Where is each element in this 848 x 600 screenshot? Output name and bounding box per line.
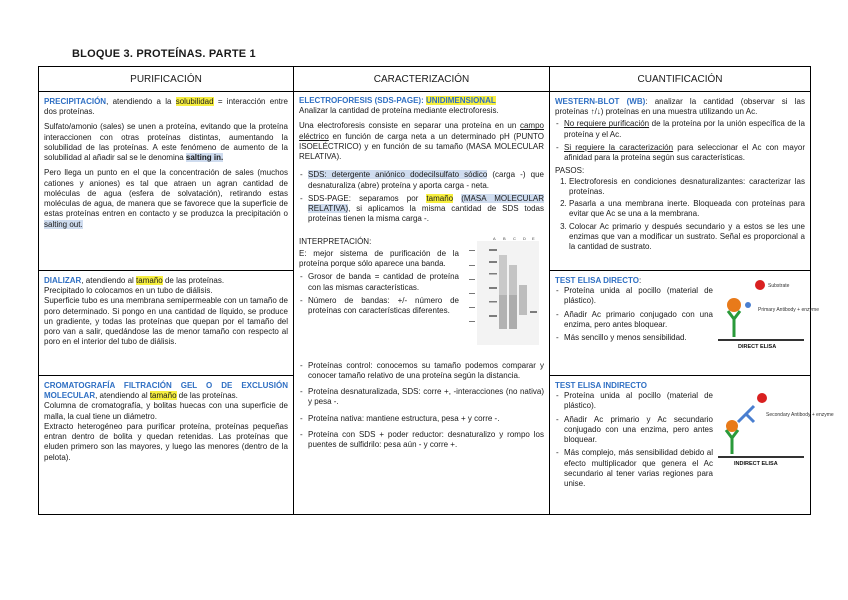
- direct-lbl-2: Primary Antibody + enzyme: [758, 307, 819, 313]
- elisa-i-2: - Añadir Ac primario y Ac secundario conjugado con una enzima, pero antes bloquear.: [555, 415, 713, 446]
- step-3: 3. Colocar Ac primario y después secundario y a estos se les une enzimas que van a modificar un sustrato. Señal es proporcional a la cantidad de sustrato.: [569, 222, 805, 253]
- sds-item: [299, 170, 544, 190]
- precipitacion-heading: PRECIPITACIÓN: [44, 97, 107, 106]
- precipitacion-intro: , atendiendo a la: [106, 97, 176, 106]
- masa-highlight: (MASA MOLECULAR RELATIVA): [308, 193, 545, 214]
- dializar-intro: , atendiendo al: [81, 276, 137, 285]
- header-caracterizacion: CARACTERIZACIÓN: [294, 67, 550, 92]
- elisa-d-1: - Proteína unida al pocillo (material de plástico).: [555, 286, 713, 306]
- cromatografia-tamano: tamaño: [149, 391, 177, 401]
- header-purificacion: PURIFICACIÓN: [39, 67, 294, 92]
- cromatografia-intro-end: de las proteínas.: [176, 391, 238, 401]
- cell-elisa-directo: [550, 271, 819, 376]
- precipitacion-intro-end: = interacción entre dos proteínas.: [44, 97, 289, 117]
- elisa-indirecto-heading: TEST ELISA INDIRECTO: [555, 381, 648, 390]
- precipitacion-p2: Sulfato/amonio (sales) se unen a proteína, evitando que la proteína interaccionen con otras proteínas distintas, aumentando la solubilidad de las proteínas. A este fenómeno de aumento de la solubilidad al añadir sal se le denomina: [44, 122, 288, 163]
- sds-page-text: SDS-PAGE: separamos por: [308, 193, 427, 203]
- gel-lane-a: A: [493, 235, 496, 241]
- bullet-reductor: - Proteína con SDS + poder reductor: desnaturalizo y rompo los puentes de sulfidrilo: pesa aún - y corre +.: [299, 430, 544, 450]
- unidimensional-highlight: UNIDIMENSIONAL: [425, 96, 496, 105]
- salting-in: salting in.: [185, 153, 224, 163]
- cell-precipitacion: [39, 92, 294, 271]
- salting-out: salting out.: [44, 219, 83, 229]
- bullet-control: - Proteínas control: conocemos su tamaño podemos comparar y conocer tamaño relativo de una proteína según la distancia.: [299, 361, 544, 381]
- step-2: 2. Pasarla a una membrana inerte. Bloqueada con proteínas para evitar que Ac se una a la membrana.: [569, 199, 805, 219]
- cromatografia-p1: Columna de cromatografía, y bolitas huecas con una superficie de malla, la cual tiene un diámetro.: [44, 401, 288, 421]
- cell-western: [550, 92, 811, 271]
- page-title: BLOQUE 3. PROTEÍNAS. PARTE 1: [72, 48, 256, 60]
- sds-page-text-end: , si aplicamos la misma cantidad de SDS todas proteínas tienen la misma carga -.: [308, 204, 544, 224]
- elisa-i-3: - Más complejo, más sensibilidad debido al efecto multiplicador que genera el Ac secundario al tener varias regiones para unise.: [555, 448, 713, 489]
- gel-lane-c: C: [513, 235, 516, 241]
- pasos-label: PASOS:: [555, 166, 585, 176]
- western-li1: [555, 119, 805, 139]
- sds-highlight: SDS: detergente aniónico dodecilsulfato sódico: [308, 170, 488, 180]
- western-li2: [555, 143, 805, 163]
- western-li2-text: para seleccionar el Ac con mayor afinidad para la proteína según sus características.: [564, 142, 805, 163]
- dializar-p1: Precipitado lo colocamos en un tubo de diálisis.: [44, 286, 213, 296]
- elisa-directo-colon: :: [639, 276, 642, 285]
- electroforesis-heading: ELECTROFORESIS (SDS-PAGE):: [299, 96, 426, 105]
- western-li1-text: de la proteína por la unión específica de la proteína y el Ac.: [564, 119, 805, 139]
- sds-page-gel-image: [467, 235, 543, 347]
- electroforesis-p2: Una electroforesis consiste en separar una proteína en un: [299, 121, 520, 131]
- dializar-intro-end: de las proteínas.: [162, 276, 225, 285]
- interp-1: E: mejor sistema de purificación de la proteína porque sólo aparece una banda.: [299, 248, 459, 269]
- elisa-d-2: - Añadir Ac primario conjugado con una enzima, pero antes bloquear.: [555, 310, 713, 330]
- dializar-p2: Superficie tubo es una membrana semipermeable con un tamaño de poro determinado. Si pongo en una cantidad de líquido, se produce un gradiente, y todas las proteínas que quepan por el tamaño del poro van a salir, quedándose las de menor tamaño con respecto al poro en el interior del tubo de diálisis.: [44, 296, 288, 347]
- direct-lbl-1: Substrate: [768, 283, 790, 289]
- cell-cromatografia: [39, 376, 294, 515]
- content-table: [38, 66, 834, 515]
- elisa-i-1: - Proteína unida al pocillo (material de plástico).: [555, 391, 713, 411]
- header-cuantificacion: CUANTIFICACIÓN: [550, 67, 811, 92]
- interpretacion-label: INTERPRETACIÓN:: [299, 236, 372, 246]
- cell-elisa-indirecto: [550, 376, 834, 515]
- interp-3: - Número de bandas: +/- número de proteínas con características diferentes.: [299, 296, 459, 316]
- interp-2: - Grosor de banda = cantidad de proteína con las mismas características.: [299, 272, 459, 292]
- cromatografia-intro: , atendiendo al: [95, 391, 150, 401]
- gel-lane-e: E: [532, 235, 535, 241]
- elisa-d-3: - Más sencillo y menos sensibilidad.: [555, 333, 713, 343]
- electroforesis-p2-end: en función de carga neta a un determinado pH (PUNTO ISOELÉCTRICO) y en función de su tamaño (MASA MOLECULAR RELATIVA).: [299, 131, 544, 162]
- indirect-elisa-image: [718, 386, 834, 467]
- gel-lane-d: D: [523, 235, 526, 241]
- cell-dializar: [39, 271, 294, 376]
- electroforesis-line1: Analizar la cantidad de proteína mediante electroforesis.: [299, 106, 499, 116]
- sds-page-item: [299, 194, 544, 225]
- bullet-desnaturalizada: - Proteína desnaturalizada, SDS: corre +, -interacciones (no nativa) y pesa -.: [299, 387, 544, 407]
- si-requiere: Si requiere la caracterización: [564, 142, 674, 152]
- tamano-highlight: tamaño: [426, 193, 454, 203]
- indirect-lbl-1: Secondary Antibody + enzyme: [766, 412, 834, 418]
- western-intro: : analizar la cantidad (observar si las proteínas ↑/↓) proteínas en una muestra utilizando un Ac.: [555, 97, 805, 117]
- step-1: 1. Electroforesis en condiciones desnaturalizantes: caracterizar las proteínas.: [569, 177, 805, 197]
- campo-electrico: campo eléctrico: [299, 121, 544, 141]
- sds-text: (carga -) que desnaturaliza (abre) proteína y aporta carga - neta.: [308, 170, 544, 190]
- precipitacion-p3: Pero llega un punto en el que la concentración de sales (muchos cationes y aniones) es tal que atraen un agran cantidad de moléculas de agua (esfera de solvatación), retirando estas moléculas de agua, de manera que se favorece que la superficie de estas proteínas entren en contacto y se produzca la precipitación o: [44, 168, 288, 219]
- elisa-directo-heading: TEST ELISA DIRECTO: [555, 276, 640, 285]
- bullet-nativa: - Proteína nativa: mantiene estructura, pesa + y corre -.: [299, 414, 544, 424]
- cell-caracterizacion: [294, 92, 550, 515]
- dializar-tamano: tamaño: [136, 276, 163, 285]
- cromatografia-heading: CROMATOGRAFÍA FILTRACIÓN GEL O DE EXCLUSIÓN MOLECULAR: [44, 381, 288, 401]
- no-requiere: No requiere purificación: [564, 119, 650, 129]
- dializar-heading: DIALIZAR: [44, 276, 82, 285]
- direct-elisa-caption: DIRECT ELISA: [738, 344, 777, 350]
- indirect-elisa-caption: INDIRECT ELISA: [734, 461, 778, 467]
- cromatografia-p2: Extracto heterogéneo para purificar proteína, proteínas pequeñas entran dentro de bolita y quedan retenidas. Las proteínas que eluden primero son las mayores, y luego las menores (dentro de la pelota).: [44, 421, 288, 462]
- direct-elisa-image: [718, 277, 819, 350]
- solubilidad-highlight: solubilidad: [175, 97, 214, 106]
- western-heading: WESTERN-BLOT (WB): [555, 97, 646, 106]
- gel-lane-b: B: [503, 235, 506, 241]
